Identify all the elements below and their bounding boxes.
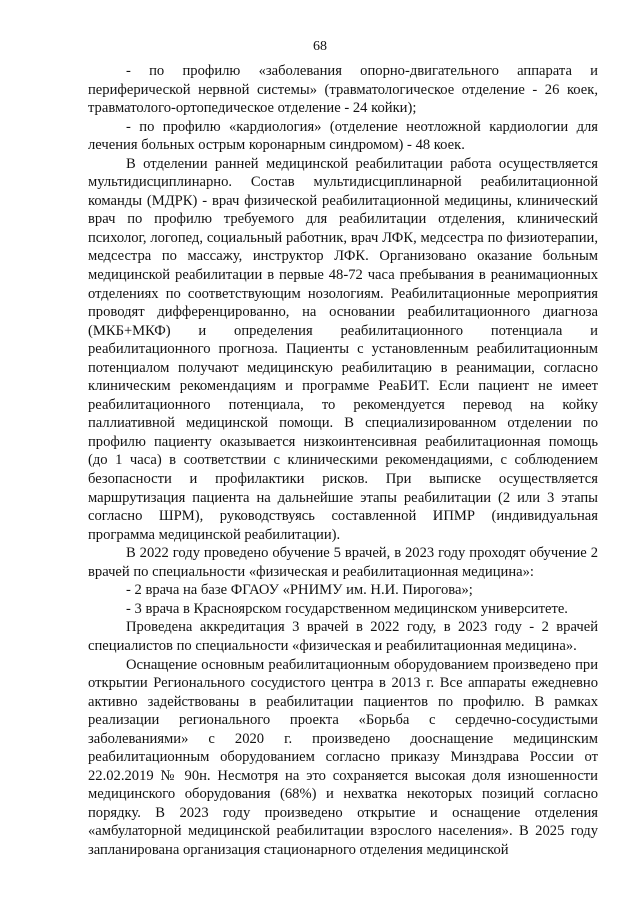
paragraph-training: В 2022 году проведено обучение 5 врачей, в 2023 году проходят обучение 2 врачей по специальности «физическая и реабилитационная медицина»:: [88, 545, 598, 580]
paragraph-list-item-cardiology: - по профилю «кардиология» (отделение неотложной кардиологии для лечения больных острым коронарным синдромом) - 48 коек.: [88, 118, 598, 154]
paragraph-accreditation: Проведена аккредитация 3 врачей в 2022 году, в 2023 году - 2 врачей специалистов по специальности «физическая и реабилитационная медицина».: [88, 619, 598, 654]
page-number: 68: [313, 39, 327, 54]
document-body: [88, 62, 598, 860]
paragraph-early-rehabilitation: В отделении ранней медицинской реабилитации работа осуществляется мультидисциплинарно. Состав мультидисциплинарной реабилитационной команды (МДРК) - врач физической реабилитационной медицины, клинический врач по профилю требуемого для реабилитации отделения, клинический психолог, логопед, социальный работник, врач ЛФК, медсестра по физиотерапии, медсестра по массажу, инструктор ЛФК. Организовано оказание больным медицинской реабилитации в первые 48-72 часа пребывания в реанимационных отделениях по соответствующим нозологиям. Реабилитационные мероприятия проводят дифференцированно, на основании реабилитационного диагноза (МКБ+МКФ) и определения реабилитационного потенциала и реабилитационного прогноза. Пациенты с установленным реабилитационным потенциалом получают медицинскую реабилитацию в реанимации, согласно клиническим рекомендациям и программе РеаБИТ. Если пациент не имеет реабилитационного потенциала, то рекомендуется перевод на койку паллиативной медицинской помощи. В специализированном отделении по профилю пациенту оказывается низкоинтенсивная реабилитационная помощь (до 1 часа) в соответствии с клиническими рекомендациями, с соблюдением безопасности и профилактики рисков. При выписке осуществляется маршрутизация пациента на дальнейшие этапы реабилитации (2 или 3 этапы согласно ШРМ), руководствуясь составленной ИПМР (индивидуальная программа медицинской реабилитации).: [88, 155, 598, 543]
paragraph-list-item-orthopedic: - по профилю «заболевания опорно-двигательного аппарата и периферической нервной системы» (травматологическое отделение - 26 коек, травматолого-ортопедическое отделение - 24 койки);: [88, 63, 598, 117]
paragraph-equipment: Оснащение основным реабилитационным оборудованием произведено при открытии Регионального сосудистого центра в 2013 г. Все аппараты ежедневно активно задействованы в реабилитации пациентов по профилю. В рамках реализации регионального проекта «Борьба с сердечно-сосудистыми заболеваниями» с 2020 г. произведено дооснащение медицинским реабилитационным оборудованием согласно приказу Минздрава России от 22.02.2019 № 90н. Несмотря на это сохраняется высокая доля изношенности медицинского оборудования (68%) и нехватка некоторых позиций согласно порядку. В 2023 году произведено открытие и оснащение отделения «амбулаторной медицинской реабилитации взрослого населения». В 2025 году запланирована организация стационарного отделения медицинской: [88, 656, 598, 858]
paragraph-list-item-krasgmu: - 3 врача в Красноярском государственном медицинском университете.: [126, 600, 568, 617]
paragraph-list-item-rnimu: - 2 врача на базе ФГАОУ «РНИМУ им. Н.И. Пирогова»;: [126, 582, 473, 599]
